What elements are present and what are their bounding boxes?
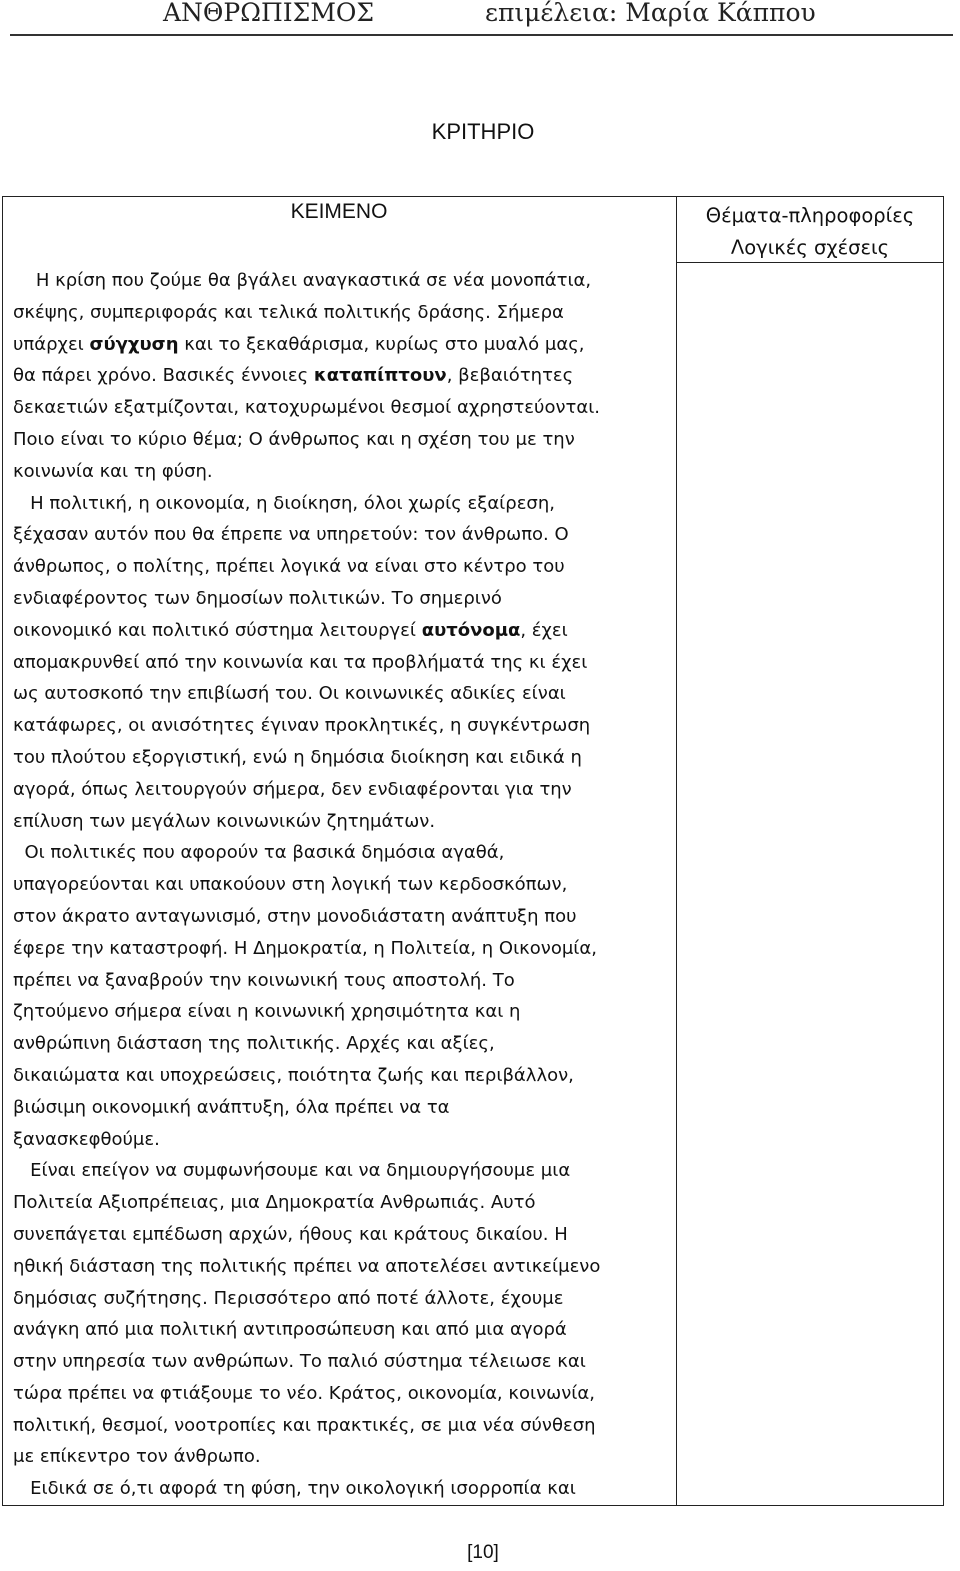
text-line: σκέψης, συμπεριφοράς και τελικά πολιτικής δράσης. Σήμερα — [13, 301, 564, 323]
notes-heading-line-1: Θέματα-πληροφορίες — [705, 204, 915, 227]
text-line: Πολιτεία Αξιοπρέπειας, μια Δημοκρατία Ανθρωπιάς. Αυτό — [13, 1192, 536, 1214]
text-line: ανάγκη από μια πολιτική αντιπροσώπευση και από μια αγορά — [13, 1319, 567, 1341]
text-line: με επίκεντρο τον άνθρωπο. — [13, 1446, 261, 1468]
text-line: δημόσιας συζήτησης. Περισσότερο από ποτέ άλλοτε, έχουμε — [13, 1287, 564, 1309]
page-header — [0, 0, 960, 40]
text-line: Ποιο είναι το κύριο θέμα; Ο άνθρωπος και η σχέση του με την — [13, 428, 575, 450]
text-line: κατάφωρες, οι ανισότητες έγιναν προκλητικές, η συγκέντρωση — [13, 715, 591, 737]
text-line: οικονομικό και πολιτικό σύστημα λειτουργεί αυτόνομα, έχει — [13, 619, 568, 641]
text-line: επίλυση των μεγάλων κοινωνικών ζητημάτων. — [13, 810, 436, 832]
text-line: ξανασκεφθούμε. — [13, 1128, 160, 1150]
header-divider — [10, 34, 953, 36]
header-author: επιμέλεια: Μαρία Κάππου — [485, 0, 816, 27]
text-line: συνεπάγεται εμπέδωση αρχών, ήθους και κράτους δικαίου. Η — [13, 1223, 568, 1245]
text-line: ξέχασαν αυτόν που θα έπρεπε να υπηρετούν: τον άνθρωπο. Ο — [13, 524, 569, 546]
page-number: [10] — [467, 1542, 499, 1563]
text-line: ηθική διάσταση της πολιτικής πρέπει να αποτελέσει αντικείμενο — [13, 1255, 601, 1277]
text-line: απομακρυνθεί από την κοινωνία και τα προβλήματά της κι έχει — [13, 651, 588, 673]
text-line: δεκαετιών εξατμίζονται, κατοχυρωμένοι θεσμοί αχρηστεύονται. — [13, 397, 601, 419]
text-line: ζητούμενο σήμερα είναι η κοινωνική χρησιμότητα και η — [13, 1001, 521, 1023]
text-column-heading: ΚΕΙΜΕΝΟ — [290, 200, 388, 223]
text-line: άνθρωπος, ο πολίτης, πρέπει λογικά να είναι στο κέντρο του — [13, 556, 565, 578]
text-line: υπαγορεύονται και υπακούουν στη λογική των κερδοσκόπων, — [13, 874, 568, 896]
text-line: ως αυτοσκοπό την επιβίωσή του. Οι κοινωνικές αδικίες είναι — [13, 683, 566, 705]
text-line: στην υπηρεσία των ανθρώπων. Το παλιό σύστημα τέλειωσε και — [13, 1351, 586, 1373]
passage-text — [13, 265, 673, 1505]
text-line: Οι πολιτικές που αφορούν τα βασικά δημόσια αγαθά, — [13, 842, 505, 864]
column-divider — [676, 196, 677, 1506]
text-line: Ειδικά σε ό,τι αφορά τη φύση, την οικολογική ισορροπία και — [13, 1478, 576, 1500]
text-line: πρέπει να ξαναβρούν την κοινωνική τους αποστολή. Το — [13, 969, 515, 991]
text-line: στον άκρατο ανταγωνισμό, στην μονοδιάστατη ανάπτυξη που — [13, 905, 577, 927]
notes-column-heading — [676, 200, 944, 264]
text-line: τώρα πρέπει να φτιάξουμε το νέο. Κράτος, οικονομία, κοινωνία, — [13, 1382, 595, 1404]
text-line: θα πάρει χρόνο. Βασικές έννοιες καταπίπτουν, βεβαιότητες — [13, 365, 574, 387]
text-line: αγορά, όπως λειτουργούν σήμερα, δεν ενδιαφέρονται για την — [13, 778, 572, 800]
text-line: Είναι επείγον να συμφωνήσουμε και να δημιουργήσουμε μια — [13, 1160, 571, 1182]
text-line: βιώσιμη οικονομική ανάπτυξη, όλα πρέπει να τα — [13, 1096, 450, 1118]
text-line: Η κρίση που ζούμε θα βγάλει αναγκαστικά σε νέα μονοπάτια, — [13, 270, 592, 291]
notes-heading-line-2: Λογικές σχέσεις — [730, 236, 890, 259]
text-line: πολιτική, θεσμοί, νοοτροπίες και πρακτικές, σε μια νέα σύνθεση — [13, 1414, 596, 1436]
page-title: ΚΡΙΤΗΡΙΟ — [431, 119, 535, 144]
text-line: κοινωνία και τη φύση. — [13, 460, 213, 482]
header-subject: ΑΝΘΡΩΠΙΣΜΟΣ — [163, 0, 375, 27]
text-line: του πλούτου εξοργιστική, ενώ η δημόσια διοίκηση και ειδικά η — [13, 746, 582, 768]
text-line: ενδιαφέροντος των δημοσίων πολιτικών. Το σημερινό — [13, 587, 502, 609]
text-line: Η πολιτική, η οικονομία, η διοίκηση, όλοι χωρίς εξαίρεση, — [13, 492, 555, 514]
text-line: ανθρώπινη διάσταση της πολιτικής. Αρχές και αξίες, — [13, 1033, 495, 1055]
text-line: υπάρχει σύγχυση και το ξεκαθάρισμα, κυρίως στο μυαλό μας, — [13, 333, 585, 355]
text-line: έφερε την καταστροφή. Η Δημοκρατία, η Πολιτεία, η Οικονομία, — [13, 937, 597, 959]
text-line: δικαιώματα και υποχρεώσεις, ποιότητα ζωής και περιβάλλον, — [13, 1064, 574, 1086]
